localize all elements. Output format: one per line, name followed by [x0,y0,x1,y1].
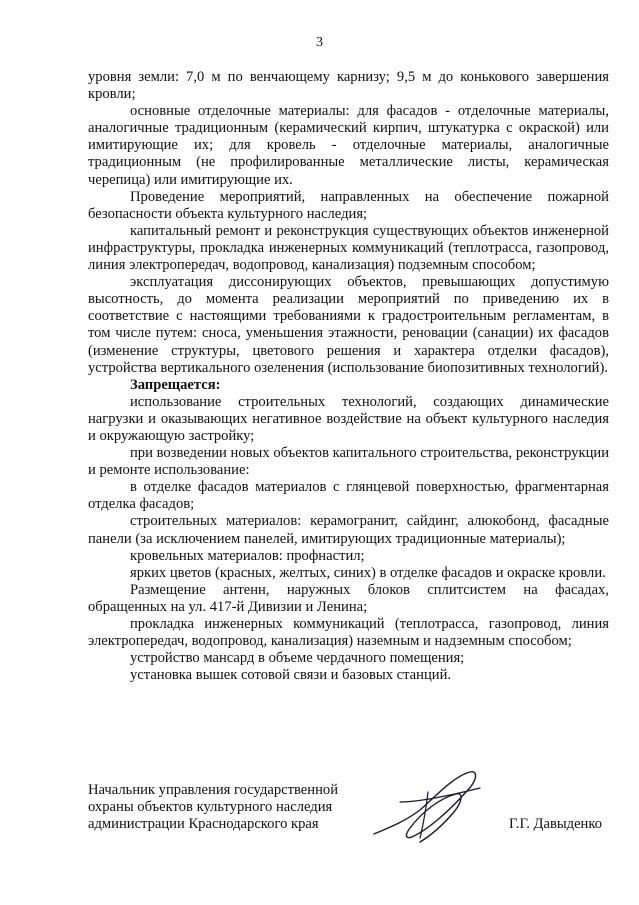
signatory-title-line: охраны объектов культурного наследия [88,799,333,816]
page-number: 3 [316,35,323,50]
paragraph: прокладка инженерных коммуникаций (теплотрасса, газопровод, линия электропередач, водопровод, канализация) наземным и надземным способом; [88,616,609,650]
paragraph: Проведение мероприятий, направленных на обеспечение пожарной безопасности объекта культурного наследия; [88,188,609,222]
paragraph: эксплуатация диссонирующих объектов, превышающих допустимую высотность, до момента реализации мероприятий по приведению их в соответствие с настоящими требованиями к градостроительным регламентам, в том числе путем: сноса, уменьшения этажности, реновации (санации) их фасадов (изменение структуры, цветового решения и характера отделки фасадов), устройства вертикального озеленения (использование биопозитивных технологий). [88,274,609,376]
paragraph: при возведении новых объектов капитального строительства, реконструкции и ремонте использование: [88,445,609,479]
signatory-title [88,782,338,833]
paragraph: Размещение антенн, наружных блоков сплитсистем на фасадах, обращенных на ул. 417-й Дивизии и Ленина; [88,581,609,615]
paragraph: устройство мансард в объеме чердачного помещения; [130,650,465,667]
paragraph: основные отделочные материалы: для фасадов - отделочные материалы, аналогичные традиционным (керамический кирпич, штукатурка с окраской) или имитирующие их; для кровель - отделочные материалы, аналогичные традиционным (не профилированные металлические листы, керамическая черепица) или имитирующие их. [88,103,609,188]
paragraph: ярких цветов (красных, желтых, синих) в отделке фасадов и окраске кровли. [130,564,606,581]
paragraph: строительных материалов: керамогранит, сайдинг, алюкобонд, фасадные панели (за исключением панелей, имитирующих традиционные материалы); [88,513,609,547]
section-heading: Запрещается: [130,376,221,393]
paragraph: использование строительных технологий, создающих динамические нагрузки и оказывающих негативное воздействие на объект культурного наследия и окружающую застройку; [88,393,609,444]
signatory-title-line: Начальник управления государственной [88,782,339,798]
paragraph: установка вышек сотовой связи и базовых станций. [130,667,452,684]
signatory-title-line: администрации Краснодарского края [88,816,319,833]
paragraph: в отделке фасадов материалов с глянцевой поверхностью, фрагментарная отделка фасадов; [88,479,609,513]
paragraph: капитальный ремонт и реконструкция существующих объектов инженерной инфраструктуры, прокладка инженерных коммуникаций (теплотрасса, газопровод, линия электропередач, водопровод, канализация) подземным способом; [88,222,609,274]
paragraph: уровня земли: 7,0 м по венчающему карнизу; 9,5 м до конькового завершения кровли; [88,69,609,103]
signatory-name: Г.Г. Давыденко [509,816,603,832]
paragraph: кровельных материалов: профнастил; [130,547,365,564]
handwritten-signature [370,762,490,847]
document-body [88,69,609,684]
